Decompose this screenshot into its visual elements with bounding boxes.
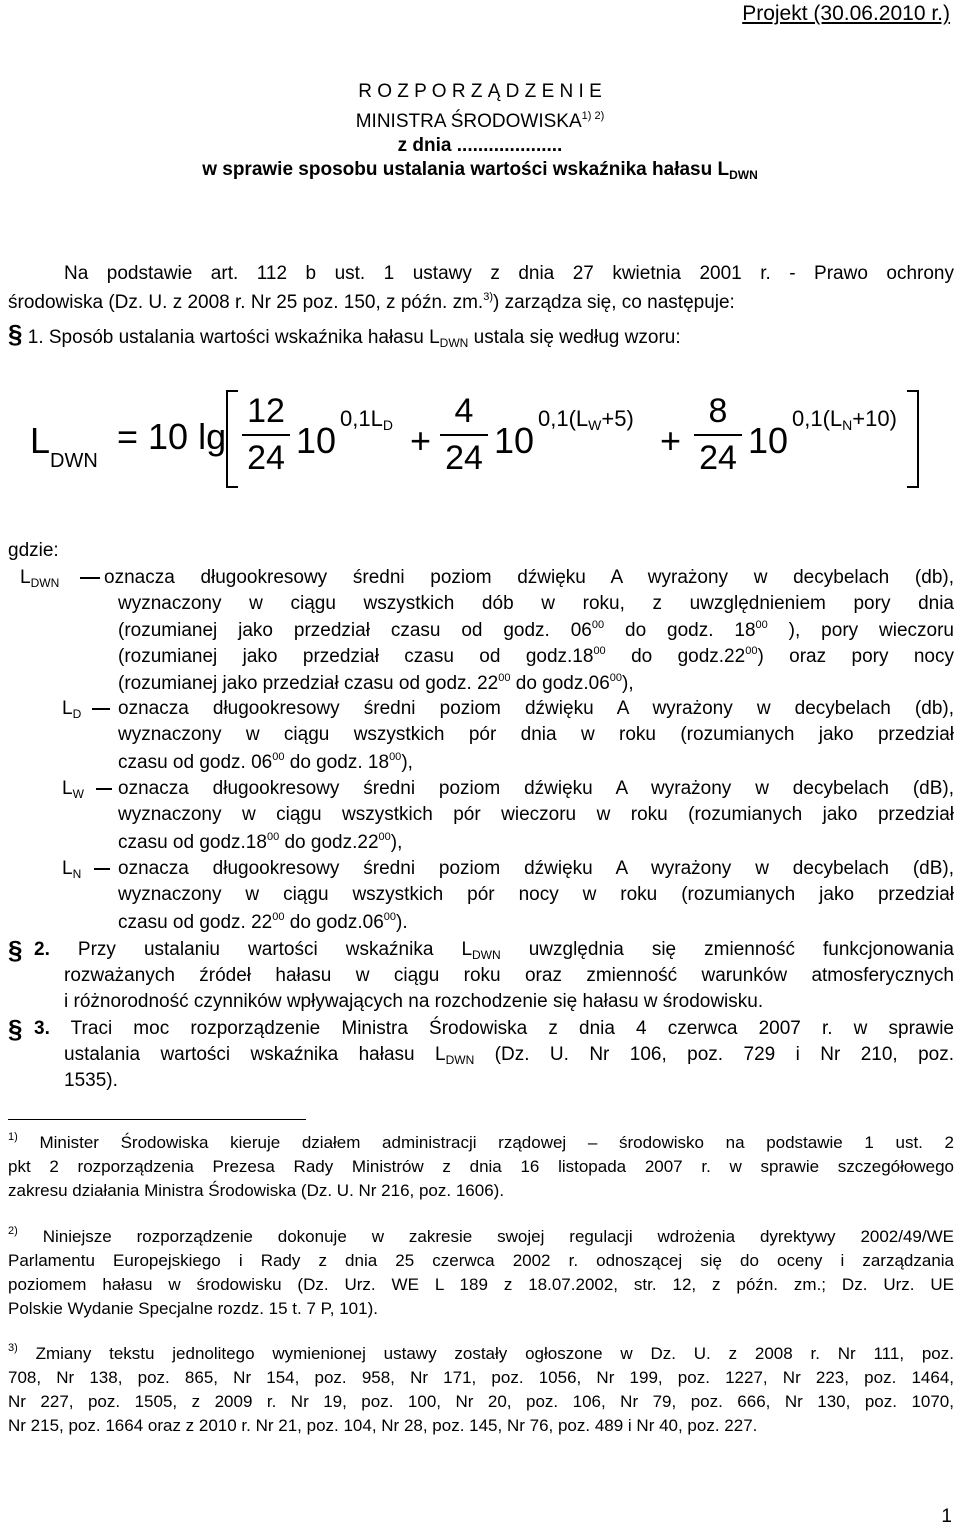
def-lw-line-3 [118,831,402,854]
def-ld-text-1: oznacza długookresowy średni poziom dźwięku A wyrażony w decybelach (db), [118,698,954,719]
footnote-3-text-1: Zmiany tekstu jednolitego wymienionej ustawy zostały ogłoszone w Dz. U. z 2008 r. Nr 111, poz. [35,1344,954,1363]
def-ln-text-2: wyznaczony w ciągu wszystkich pór nocy w roku (rozumianych jako przedział [118,884,954,905]
exponent-1 [340,406,393,433]
def-ln-line-1 [118,858,954,880]
section-3-sub: DWN [445,1053,475,1067]
def-ldwn-l3b: do godz. 18 [604,620,756,641]
def-ldwn-text-2: wyznaczony w ciągu wszystkich dób w roku, z uwzględnieniem pory dnia [118,593,954,614]
fraction-1-bar [242,434,290,436]
paragraph-sign-icon: § [8,1014,23,1044]
def-ldwn-l4s2: 00 [745,645,758,657]
def-ld-dash [92,708,110,710]
def-ld-symbol-l: L [62,698,73,719]
fraction-2 [440,392,488,478]
section-3-line-2 [64,1044,954,1067]
fraction-3-bar [694,434,742,436]
fraction-2-bar [440,434,488,436]
def-ldwn-symbol [20,567,59,590]
def-ldwn-l5b: do godz.06 [510,673,610,694]
footnote-2-line-3: poziomem hałasu w środowisku (Dz. Urz. WE L 189 z 18.07.2002, str. 12, z późn. zm.; Dz. Urz. UE [8,1275,954,1294]
fraction-3-denominator: 24 [699,439,737,477]
project-label: Projekt (30.06.2010 r.) [742,2,950,25]
footnote-3-line-3: Nr 227, poz. 1505, z 2009 r. Nr 19, poz. 100, Nr 20, poz. 106, Nr 79, poz. 666, Nr 130, poz. 1070, [8,1392,954,1411]
base-2: 10 [494,420,535,461]
section-2-l1a: Przy ustalaniu wartości wskaźnika L [49,939,473,960]
section-2-sub: DWN [472,948,501,962]
base-1: 10 [296,420,337,461]
footnote-3-line-2: 708, Nr 138, poz. 865, Nr 154, poz. 958, Nr 171, poz. 1056, Nr 199, poz. 1227, Nr 223, poz. 1464, [8,1368,954,1387]
def-ld-l3s2: 00 [389,751,402,763]
title-line-4 [0,158,960,187]
exponent-3 [792,406,897,433]
def-ldwn-text-3 [118,619,954,642]
title-line-2 [0,104,960,134]
section-3-l1: Traci moc rozporządzenie Ministra Środowiska z dnia 4 czerwca 2007 r. w sprawie [49,1018,954,1039]
def-ldwn-line-1 [104,567,954,589]
section-3-l2a: ustalania wartości wskaźnika hałasu L [64,1044,446,1065]
footnote-1 [8,1131,954,1201]
def-ldwn-l5s1: 00 [498,672,511,684]
section-2-number: 2. [34,939,50,960]
ldwn-formula [0,380,960,500]
def-lw-symbol-sub: W [72,787,84,801]
def-ld-l3c: ), [401,752,413,773]
def-ldwn-l3s2: 00 [755,619,768,631]
def-ln-l3b: do godz.06 [284,912,384,933]
def-ln-text-1: oznacza długookresowy średni poziom dźwięku A wyrażony w decybelach (dB), [118,858,954,879]
def-lw-line-1 [118,778,954,800]
def-ld-l3b: do godz. 18 [284,752,390,773]
def-ldwn-l5a: (rozumianej jako przedział czasu od godz. 22 [118,673,499,694]
title-line-1: R O Z P O R Z Ą D Z E N I E [358,81,602,102]
def-ln-dash [94,868,110,870]
def-ldwn-l5c: ), [622,673,634,694]
footnote-1-text-1: Minister Środowiska kieruje działem administracji rządowej – środowisko na podstawie 1 ust. 2 [39,1133,954,1152]
def-lw-l3b: do godz.22 [279,832,379,853]
fraction-1-numerator: 12 [247,392,285,430]
footnote-3 [8,1342,954,1436]
fraction-3-numerator: 8 [708,392,728,430]
title-subject-sub: DWN [729,168,758,182]
def-ld-text-2: wyznaczony w ciągu wszystkich pór dnia w roku (rozumianych jako przedział [118,724,954,745]
section-3-line-1 [34,1018,954,1040]
def-ln-l3c: ). [396,912,408,933]
def-lw-l3s1: 00 [266,831,280,843]
section-2-line-3: i różnorodność czynników wpływających na rozchodzenie się hałasu w środowisku. [64,991,764,1012]
definitions-intro: gdzie: [8,540,59,561]
section-2-text-2: rozważanych źródeł hałasu w ciągu roku oraz zmienność warunków atmosferycznych [64,965,954,986]
exponent-1-sub: D [382,417,393,433]
fraction-2-numerator: 4 [454,392,474,430]
formula-eq: = 10 lg [117,416,227,457]
footnote-2 [8,1225,954,1319]
def-ln-l3a: czasu od godz. 22 [118,912,273,933]
section-3-sign [8,1016,22,1044]
section-3-l2b: (Dz. U. Nr 106, poz. 729 i Nr 210, poz. [474,1044,955,1065]
formula-right-bracket [907,390,919,488]
exponent-3-text: 0,1(L [792,406,843,431]
def-ld-line-2 [118,724,954,746]
section-1 [8,321,681,350]
section-1-number: 1. [27,327,44,348]
def-ldwn-symbol-l: L [20,567,31,588]
section-3-text-2 [64,1044,954,1067]
def-ldwn-l3s1: 00 [591,619,605,631]
formula-lhs-sub: DWN [50,450,98,472]
title-ministry: MINISTRA ŚRODOWISKA [355,111,582,132]
def-ldwn-line-2 [118,593,954,615]
footnote-2-line-2: Parlamentu Europejskiego i Rady z dnia 25 czerwca 2002 r. odnoszącej się do oceny i zarządzania [8,1251,954,1270]
section-1-text-end: ustala się według wzoru: [468,327,681,348]
def-ln-symbol-l: L [62,858,73,879]
section-2-line-1 [34,939,954,962]
paragraph-sign-icon: § [8,935,23,965]
def-lw-l3s2: 00 [378,831,391,843]
section-3-line-3: 1535). [64,1070,118,1091]
def-lw-l3a: czasu od godz.18 [118,832,267,853]
def-lw-text-1: oznacza długookresowy średni poziom dźwięku A wyrażony w decybelach (dB), [118,778,954,799]
def-lw-symbol [62,778,84,801]
exponent-1-text: 0,1L [340,406,383,431]
exponent-2-text: 0,1(L [538,406,589,431]
title-subject: w sprawie sposobu ustalania wartości wskaźnika hałasu L [202,159,730,180]
def-ln-line-3 [118,911,408,934]
def-ln-l3s2: 00 [383,911,397,923]
section-1-sub: DWN [439,336,469,350]
def-ldwn-text-1: oznacza długookresowy średni poziom dźwięku A wyrażony w decybelach (db), [104,567,954,588]
def-ld-symbol-sub: D [72,707,82,721]
def-ldwn-symbol-sub: DWN [30,576,60,590]
def-lw-symbol-l: L [62,778,73,799]
exponent-2-sub: W [588,417,602,433]
footnote-2-text-1: Niniejsze rozporządzenie dokonuje w zakresie swojej regulacji wdrożenia dyrektywy 2002/49/WE [42,1227,954,1246]
plus-1: + [410,420,432,461]
base-3: 10 [748,420,789,461]
document-title [0,80,960,187]
preamble-footnote-ref: 3) [483,291,493,303]
exponent-2-end: +5) [601,406,634,431]
formula-lhs [30,420,98,473]
paragraph-sign-icon: § [8,319,23,349]
def-ldwn-l4b: do godz.22 [605,646,746,667]
def-ln-symbol-sub: N [72,867,82,881]
def-lw-l3c: ), [390,832,403,853]
def-ldwn-line-3 [118,619,954,642]
def-lw-text-2: wyznaczony w ciągu wszystkich pór wieczoru w roku (rozumianych jako przedział [118,804,954,825]
def-ldwn-text-4 [118,645,954,668]
footnote-1-line-3: zakresu działania Ministra Środowiska (Dz. U. Nr 216, poz. 1606). [8,1181,505,1200]
exponent-3-sub: N [842,417,853,433]
fraction-2-denominator: 24 [445,439,483,477]
preamble-line-2 [8,291,735,314]
def-ldwn-l4a: (rozumianej jako przedział czasu od godz.18 [118,646,594,667]
plus-2: + [660,420,682,461]
formula-left-bracket [226,390,238,488]
def-ld-line-1 [118,698,954,720]
section-2-text-1 [34,939,954,962]
def-ld-symbol [62,698,81,721]
def-ldwn-l4s1: 00 [593,645,606,657]
page-number: 1 [941,1506,952,1527]
preamble [64,263,954,288]
section-2-l1b: uwzględnia się zmienność funkcjonowania [500,939,954,960]
footnote-2-line-1 [8,1225,954,1247]
def-ln-line-2 [118,884,954,906]
section-2-line-2 [64,965,954,987]
fraction-1 [242,392,290,478]
def-ldwn-dash [80,577,100,579]
def-ld-l3a: czasu od godz. 06 [118,752,273,773]
preamble-line-1: Na podstawie art. 112 b ust. 1 ustawy z dnia 27 kwietnia 2001 r. - Prawo ochrony [64,263,954,284]
footnote-2-mark: 2) [8,1225,18,1237]
def-lw-dash [96,788,112,790]
footnote-separator [8,1119,306,1120]
section-2-sign [8,937,22,965]
exponent-2 [538,406,634,433]
preamble-text: środowiska (Dz. U. z 2008 r. Nr 25 poz. 150, z późn. zm. [8,292,484,313]
def-ldwn-l3c: ), pory wieczoru [767,620,954,641]
footnote-3-line-4: Nr 215, poz. 1664 oraz z 2010 r. Nr 21, poz. 104, Nr 28, poz. 145, Nr 76, poz. 489 i Nr 40, poz. 227. [8,1416,758,1435]
section-3-text-1 [34,1018,954,1040]
footnote-1-line-1 [8,1131,954,1153]
formula-lhs-symbol: L [30,420,51,461]
def-ld-line-3 [118,751,413,774]
def-ldwn-line-4 [118,645,954,668]
footnote-2-line-4: Polskie Wydanie Specjalne rozdz. 15 t. 7 P, 101). [8,1299,378,1318]
footnote-3-line-1 [8,1342,954,1364]
def-lw-line-2 [118,804,954,826]
fraction-1-denominator: 24 [247,439,285,477]
footnote-3-mark: 3) [8,1342,18,1354]
def-ldwn-l5s2: 00 [609,672,623,684]
def-ldwn-l4c: ) oraz pory nocy [757,646,954,667]
def-ldwn-l3a: (rozumianej jako przedział czasu od godz. 06 [118,620,592,641]
footnote-1-line-2: pkt 2 rozporządzenia Prezesa Rady Ministrów z dnia 16 listopada 2007 r. w sprawie szczegółowego [8,1157,954,1176]
section-3-number: 3. [34,1018,50,1039]
footnote-1-mark: 1) [8,1131,18,1143]
def-ldwn-line-5 [118,672,634,695]
title-footnote-refs: 1) 2) [581,110,605,122]
fraction-3 [694,392,742,478]
def-ln-symbol [62,858,81,881]
title-line-3: z dnia .................... [397,135,563,156]
def-ln-l3s1: 00 [272,911,285,923]
def-ld-l3s1: 00 [272,751,285,763]
exponent-3-end: +10) [852,406,897,431]
preamble-text-end: ) zarządza się, co następuje: [492,292,735,313]
section-1-text: Sposób ustalania wartości wskaźnika hałasu L [43,327,440,348]
